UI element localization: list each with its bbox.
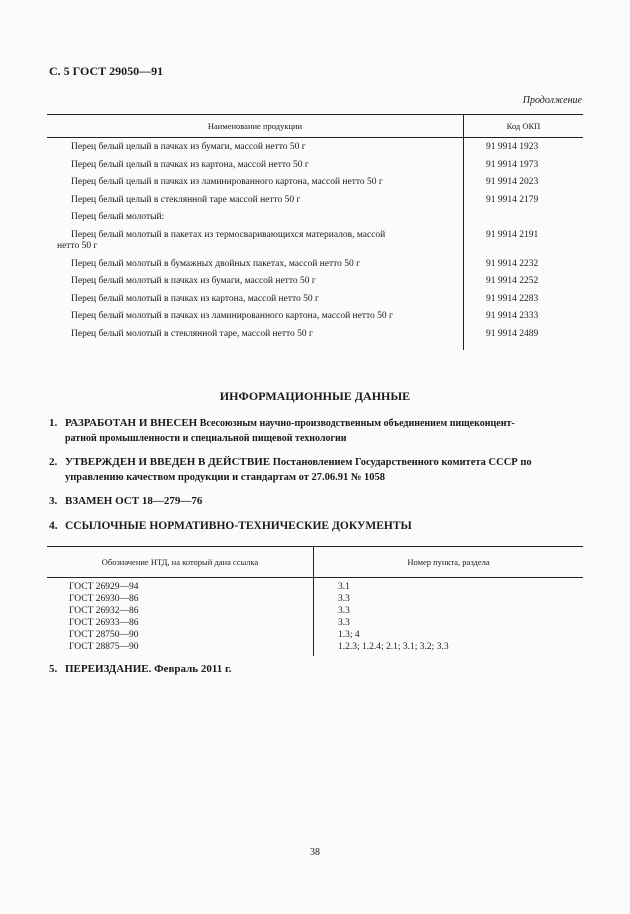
reference-clause: 1.3; 4 — [338, 630, 360, 640]
section-number: 3. — [49, 495, 58, 507]
info-section-4 — [49, 519, 584, 534]
table-row — [47, 212, 463, 230]
reference-clause: 3.3 — [338, 618, 350, 628]
okp-code: 91 9914 2179 — [486, 194, 539, 205]
product-name: Перец белый молотый в пачках из бумаги, массой нетто 50 г — [71, 276, 316, 286]
table-row — [47, 329, 463, 347]
table-row — [47, 177, 463, 195]
okp-code: 91 9914 2489 — [486, 328, 539, 339]
product-group-name: Перец белый молотый: — [71, 212, 165, 222]
table-row — [47, 195, 463, 213]
section-number: 2. — [49, 456, 58, 468]
reference-doc: ГОСТ 26930—86 — [69, 594, 139, 604]
product-name: Перец белый молотый в пачках из картона, массой нетто 50 г — [71, 293, 319, 304]
column-header-ref: Номер пункта, раздела — [313, 547, 583, 577]
okp-code: 91 9914 2191 — [486, 229, 539, 240]
product-name: Перец белый молотый в пачках из ламинированного картона, массой нетто 50 г — [71, 311, 393, 321]
okp-code: 91 9914 2232 — [486, 258, 539, 269]
table-row — [47, 259, 463, 277]
table-row — [47, 276, 463, 294]
table-row — [47, 142, 463, 160]
product-name: Перец белый целый в пачках из бумаги, массой нетто 50 г — [71, 142, 306, 152]
products-table-header — [47, 115, 583, 138]
reference-clause: 3.1 — [338, 582, 350, 592]
page-number: 38 — [310, 847, 320, 858]
product-name: Перец белый целый в стеклянной таре массой нетто 50 г — [71, 194, 301, 205]
reference-doc: ГОСТ 26932—86 — [69, 606, 139, 616]
table-row — [47, 311, 463, 329]
okp-code: 91 9914 2283 — [486, 293, 539, 304]
section-number: 4. — [49, 520, 58, 532]
continuation-label: Продолжение — [522, 95, 582, 106]
column-header-name: Наименование продукции — [207, 121, 303, 131]
section-label: ПЕРЕИЗДАНИЕ. — [65, 663, 152, 675]
product-name: Перец белый целый в пачках из картона, массой нетто 50 г — [71, 159, 309, 170]
info-section-2 — [49, 455, 584, 485]
reference-clause: 1.2.3; 1.2.4; 2.1; 3.1; 3.2; 3.3 — [338, 642, 449, 652]
info-section-5 — [49, 662, 584, 677]
product-name-line2: нетто 50 г — [57, 240, 98, 251]
references-table — [47, 546, 583, 656]
section-text: Февраль 2011 г. — [151, 663, 232, 675]
section-text-cont: управлению качеством продукции и стандартам от 27.06.91 № 1058 — [65, 472, 386, 483]
reference-clause: 3.3 — [338, 606, 350, 616]
okp-code: 91 9914 1923 — [486, 142, 539, 152]
okp-code: 91 9914 2333 — [486, 311, 539, 321]
page-header: С. 5 ГОСТ 29050—91 — [49, 64, 164, 78]
column-header-doc: Обозначение НТД, на который дана ссылка — [101, 557, 259, 567]
reference-doc: ГОСТ 26929—94 — [69, 582, 139, 592]
table-row — [47, 230, 463, 259]
section-label: ВЗАМЕН ОСТ 18—279—76 — [65, 495, 203, 507]
product-name: Перец белый молотый в бумажных двойных пакетах, массой нетто 50 г — [71, 258, 361, 269]
section-label: ССЫЛОЧНЫЕ НОРМАТИВНО-ТЕХНИЧЕСКИЕ ДОКУМЕНТЫ — [65, 520, 412, 532]
section-number: 5. — [49, 663, 58, 675]
product-name: Перец белый молотый в стеклянной таре, массой нетто 50 г — [71, 328, 313, 339]
section-text: Постановлением Государственного комитета СССР по — [270, 457, 532, 468]
product-name: Перец белый целый в пачках из ламинированного картона, массой нетто 50 г — [71, 177, 383, 187]
reference-clause: 3.3 — [338, 594, 350, 604]
column-header-code: Код ОКП — [463, 115, 583, 137]
section-label: РАЗРАБОТАН И ВНЕСЕН — [65, 417, 198, 429]
okp-code: 91 9914 1973 — [486, 159, 539, 170]
section-text-cont: ратной промышленности и специальной пищевой технологии — [65, 433, 347, 444]
section-label: УТВЕРЖДЕН И ВВЕДЕН В ДЕЙСТВИЕ — [65, 456, 271, 468]
table-row — [47, 294, 463, 312]
reference-doc: ГОСТ 28750—90 — [69, 630, 139, 640]
info-section-1 — [49, 416, 584, 446]
table-row — [47, 160, 463, 178]
products-table — [47, 114, 583, 350]
section-text: Всесоюзным научно-производственным объединением пищеконцент- — [197, 418, 515, 429]
reference-doc: ГОСТ 28875—90 — [69, 642, 139, 652]
section-number: 1. — [49, 417, 58, 429]
product-name-line1: Перец белый молотый в пакетах из термосваривающихся материалов, массой — [71, 229, 386, 240]
reference-doc: ГОСТ 26933—86 — [69, 618, 139, 628]
info-title: ИНФОРМАЦИОННЫЕ ДАННЫЕ — [219, 389, 411, 403]
okp-code: 91 9914 2252 — [486, 276, 539, 286]
product-name — [47, 230, 463, 252]
info-section-3 — [49, 494, 584, 509]
okp-code: 91 9914 2023 — [486, 177, 539, 187]
references-table-header — [47, 546, 583, 578]
